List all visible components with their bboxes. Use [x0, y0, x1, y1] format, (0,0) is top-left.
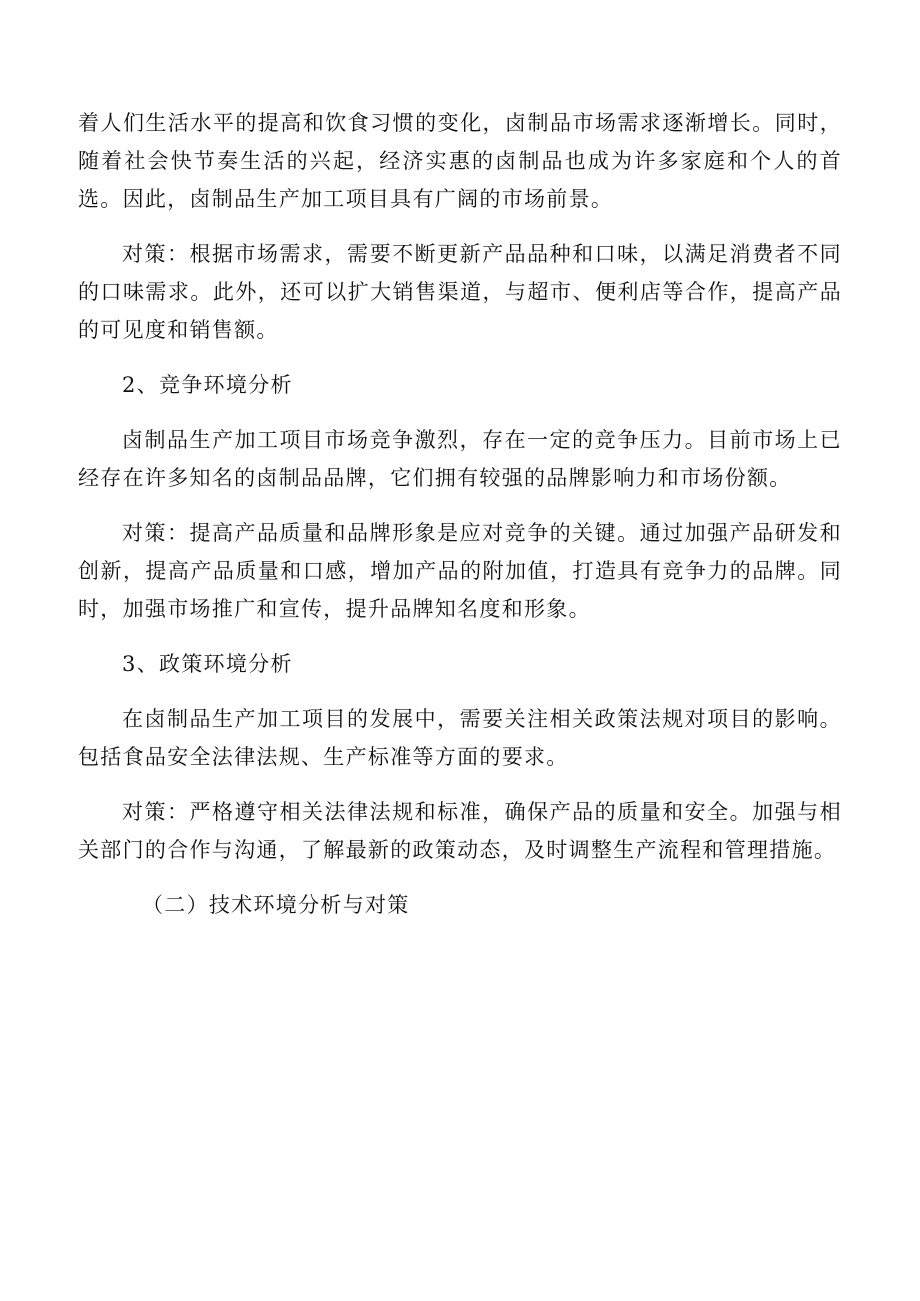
heading-policy-analysis: 3、政策环境分析 [122, 652, 293, 676]
section-heading-technology: （二）技术环境分析与对策 [142, 893, 410, 917]
paragraph-competition: 卤制品生产加工项目市场竞争激烈，存在一定的竞争压力。目前市场上已经存在许多知名的卤制品品牌，它们拥有较强的品牌影响力和市场份额。 [78, 428, 842, 490]
heading-competition-analysis: 2、竞争环境分析 [122, 373, 293, 397]
paragraph-market-strategy: 对策：根据市场需求，需要不断更新产品品种和口味，以满足消费者不同的口味需求。此外，还可以扩大销售渠道，与超市、便利店等合作，提高产品的可见度和销售额。 [78, 242, 842, 342]
paragraph-market-continuation: 着人们生活水平的提高和饮食习惯的变化，卤制品市场需求逐渐增长。同时，随着社会快节奏生活的兴起，经济实惠的卤制品也成为许多家庭和个人的首选。因此，卤制品生产加工项目具有广阔的市场前景。 [78, 111, 842, 211]
paragraph-policy: 在卤制品生产加工项目的发展中，需要关注相关政策法规对项目的影响。包括食品安全法律法规、生产标准等方面的要求。 [78, 707, 842, 769]
paragraph-policy-strategy: 对策：严格遵守相关法律法规和标准，确保产品的质量和安全。加强与相关部门的合作与沟通，了解最新的政策动态，及时调整生产流程和管理措施。 [78, 800, 842, 862]
paragraph-competition-strategy: 对策：提高产品质量和品牌形象是应对竞争的关键。通过加强产品研发和创新，提高产品质量和口感，增加产品的附加值，打造具有竞争力的品牌。同时，加强市场推广和宣传，提升品牌知名度和形象。 [78, 521, 842, 621]
